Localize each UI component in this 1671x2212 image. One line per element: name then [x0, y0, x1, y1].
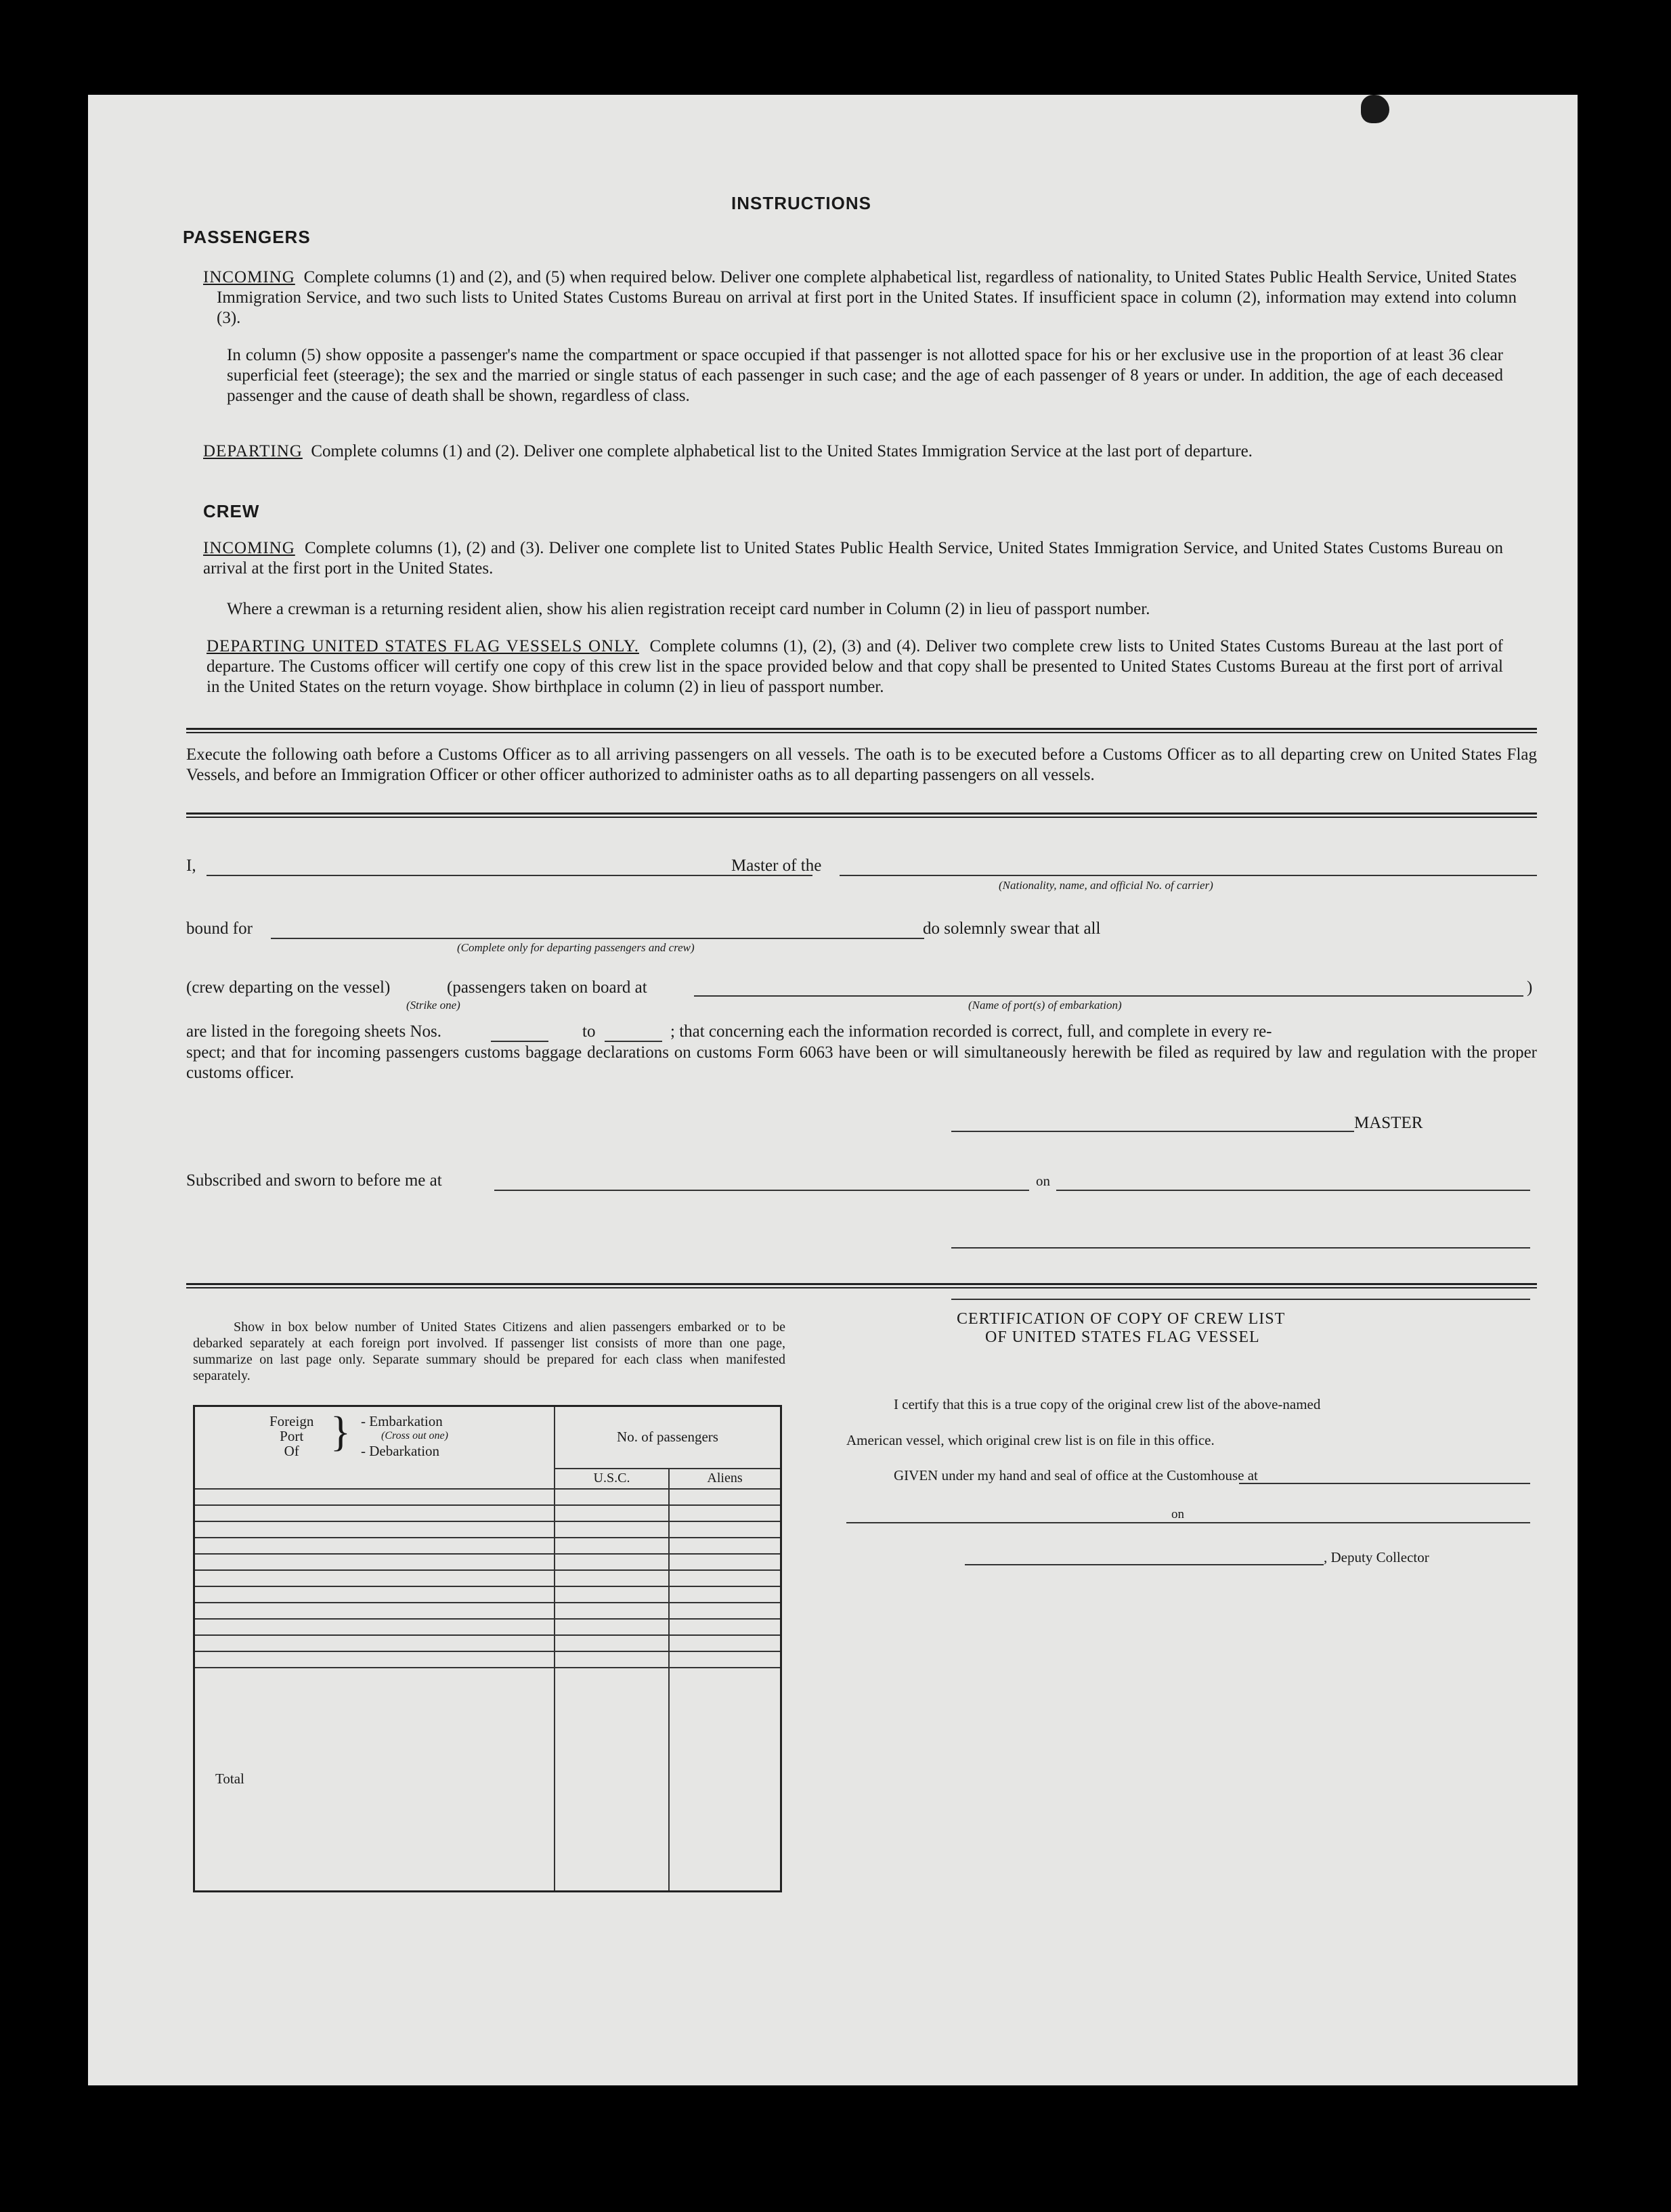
port-cell[interactable]: [194, 1619, 555, 1635]
passengers-incoming-paragraph: [203, 267, 1517, 328]
embarkation-port-field[interactable]: [694, 995, 1523, 997]
table-row: [194, 1505, 781, 1521]
port-cell[interactable]: [194, 1505, 555, 1521]
aliens-total-cell[interactable]: [669, 1668, 781, 1892]
certification-title-line2: OF UNITED STATES FLAG VESSEL: [985, 1328, 1260, 1346]
passengers-departing-label: DEPARTING: [203, 442, 303, 460]
passengers-heading: PASSENGERS: [183, 227, 311, 247]
master-signature-field[interactable]: [951, 1131, 1354, 1132]
usc-cell[interactable]: [555, 1489, 669, 1505]
oath-i-label: I,: [186, 856, 196, 875]
subscribed-on-label: on: [1036, 1173, 1050, 1189]
crew-incoming-label: INCOMING: [203, 539, 295, 557]
port-cell[interactable]: [194, 1570, 555, 1586]
divider-rule: [186, 812, 1537, 815]
foreign-word: Foreign: [269, 1413, 314, 1429]
aliens-cell[interactable]: [669, 1489, 781, 1505]
divider-rule: [186, 817, 1537, 818]
bound-for-field[interactable]: [271, 938, 924, 939]
column5-paragraph: In column (5) show opposite a passenger's name the compartment or space occupied if that passenger is not allotted space for his or her exclusive use in the proportion of at least 36 clear superficial feet (steerage); the sex and the married or single status of each passenger in such case; and the age of each passenger of 8 years or under. In addition, the age of each deceased passenger and the cause of death shall be shown, regardless of class.: [227, 346, 1503, 405]
listed-text-c: spect; and that for incoming passengers customs baggage declarations on customs Form 6063 have been or will simultaneously herewith be filed as required by law and regulation with the proper customs officer.: [186, 1043, 1537, 1082]
embark-debark-options: [361, 1414, 448, 1458]
master-name-field[interactable]: [207, 875, 812, 876]
usc-cell[interactable]: [555, 1619, 669, 1635]
aliens-cell[interactable]: [669, 1586, 781, 1603]
crew-heading: CREW: [203, 501, 260, 521]
port-cell[interactable]: [194, 1586, 555, 1603]
debarkation-option: - Debarkation: [361, 1443, 440, 1459]
usc-cell[interactable]: [555, 1635, 669, 1651]
usc-cell[interactable]: [555, 1554, 669, 1570]
aliens-header: Aliens: [669, 1469, 781, 1489]
table-row: [194, 1635, 781, 1651]
listed-text-a: are listed in the foregoing sheets Nos.: [186, 1022, 441, 1041]
passengers-taken-option: (passengers taken on board at: [447, 978, 647, 997]
deputy-collector-label: , Deputy Collector: [1324, 1549, 1429, 1565]
passengers-incoming-label: INCOMING: [203, 268, 295, 286]
total-row: [194, 1668, 781, 1892]
total-label: Total: [194, 1668, 555, 1892]
divider-rule: [186, 728, 1537, 730]
usc-cell[interactable]: [555, 1538, 669, 1554]
nationality-caption: (Nationality, name, and official No. of carrier): [999, 879, 1213, 892]
aliens-cell[interactable]: [669, 1538, 781, 1554]
port-cell[interactable]: [194, 1521, 555, 1538]
listed-to: to: [582, 1022, 596, 1041]
usc-cell[interactable]: [555, 1586, 669, 1603]
port-word: Port: [280, 1428, 304, 1444]
officer-title-field[interactable]: [951, 1299, 1530, 1300]
subscribed-label: Subscribed and sworn to before me at: [186, 1171, 442, 1190]
aliens-cell[interactable]: [669, 1570, 781, 1586]
port-cell[interactable]: [194, 1489, 555, 1505]
master-label: MASTER: [1354, 1114, 1423, 1132]
master-of-the-label: Master of the: [731, 856, 822, 875]
certify-text-a: I certify that this is a true copy of the original crew list of the above-named: [894, 1396, 1321, 1412]
cross-out-caption: (Cross out one): [381, 1430, 448, 1441]
cert-date-field[interactable]: [1188, 1522, 1530, 1523]
crew-departing-paragraph: [207, 636, 1503, 697]
strike-one-caption: (Strike one): [406, 999, 460, 1012]
certification-title-line1: CERTIFICATION OF COPY OF CREW LIST: [957, 1310, 1286, 1328]
customhouse-field-2[interactable]: [846, 1522, 1222, 1523]
table-row: [194, 1586, 781, 1603]
complete-only-caption: (Complete only for departing passengers and crew): [457, 941, 695, 954]
crew-departing-label: DEPARTING UNITED STATES FLAG VESSELS ONLY.: [207, 637, 639, 655]
divider-rule: [186, 1287, 1537, 1288]
port-cell[interactable]: [194, 1651, 555, 1668]
aliens-cell[interactable]: [669, 1554, 781, 1570]
oath-intro: Execute the following oath before a Customs Officer as to all arriving passengers on all vessels. The oath is to be executed before a Customs Officer as to all departing crew on United States Flag Vessels, and before an Immigration Officer or other officer authorized to administer oaths as to all departing passengers on all vessels.: [186, 745, 1537, 784]
usc-cell[interactable]: [555, 1521, 669, 1538]
table-row: [194, 1489, 781, 1505]
foreign-port-of-label: [269, 1414, 313, 1458]
ink-blot: [1361, 95, 1389, 123]
given-text: GIVEN under my hand and seal of office at the Customhouse at: [894, 1467, 1258, 1483]
usc-cell[interactable]: [555, 1505, 669, 1521]
port-cell[interactable]: [194, 1554, 555, 1570]
passenger-summary-table: [193, 1405, 782, 1892]
document-page: [88, 95, 1578, 2085]
passengers-incoming-text: Complete columns (1) and (2), and (5) when required below. Deliver one complete alphabetical list, regardless of nationality, to United States Public Health Service, United States Immigration Service, and two such lists to United States Customs Bureau on arrival at first port in the United States. If insufficient space in column (2), information may extend into column (3).: [217, 268, 1517, 327]
carrier-field[interactable]: [840, 875, 1537, 876]
brace-symbol: }: [330, 1409, 351, 1455]
port-cell[interactable]: [194, 1538, 555, 1554]
crew-departing-text: Complete columns (1), (2), (3) and (4). Deliver two complete crew lists to United States Customs Bureau at the last port of departure. The Customs officer will certify one copy of this crew list in the space provided below and that copy shall be presented to United States Customs Bureau at the first port of arrival in the United States on the return voyage. Show birthplace in column (2) in lieu of passport number.: [207, 637, 1503, 696]
sheet-to-field[interactable]: [605, 1041, 662, 1042]
table-row: [194, 1619, 781, 1635]
table-row: [194, 1651, 781, 1668]
divider-rule: [186, 732, 1537, 733]
embarkation-option: - Embarkation: [361, 1413, 443, 1429]
port-caption: (Name of port(s) of embarkation): [968, 999, 1122, 1012]
usc-cell[interactable]: [555, 1570, 669, 1586]
aliens-cell[interactable]: [669, 1651, 781, 1668]
subscribed-date-field[interactable]: [1056, 1190, 1530, 1191]
passengers-departing-paragraph: [203, 441, 1503, 462]
table-row: [194, 1521, 781, 1538]
usc-total-cell[interactable]: [555, 1668, 669, 1892]
usc-cell[interactable]: [555, 1603, 669, 1619]
port-header-cell: [194, 1406, 555, 1489]
certify-text-b: American vessel, which original crew list is on file in this office.: [846, 1432, 1215, 1448]
port-cell[interactable]: [194, 1635, 555, 1651]
table-row: [194, 1538, 781, 1554]
passengers-departing-text: Complete columns (1) and (2). Deliver one complete alphabetical list to the United States Immigration Service at the last port of departure.: [311, 442, 1253, 460]
page-title: INSTRUCTIONS: [731, 193, 871, 213]
aliens-cell[interactable]: [669, 1505, 781, 1521]
usc-cell[interactable]: [555, 1651, 669, 1668]
crew-incoming-text: Complete columns (1), (2) and (3). Deliver one complete list to United States Public Health Service, United States Immigration Service, and United States Customs Bureau on arrival at the first port in the United States.: [203, 539, 1503, 578]
subscribed-place-field[interactable]: [494, 1190, 1029, 1191]
aliens-cell[interactable]: [669, 1521, 781, 1538]
no-of-passengers-header: No. of passengers: [555, 1406, 781, 1469]
port-cell[interactable]: [194, 1603, 555, 1619]
aliens-cell[interactable]: [669, 1619, 781, 1635]
of-word: Of: [284, 1443, 299, 1459]
sheet-from-field[interactable]: [491, 1041, 548, 1042]
usc-header: U.S.C.: [555, 1469, 669, 1489]
aliens-cell[interactable]: [669, 1603, 781, 1619]
solemnly-swear-text: do solemnly swear that all: [923, 919, 1101, 938]
customhouse-field[interactable]: [1239, 1483, 1530, 1484]
summary-instructions: Show in box below number of United States Citizens and alien passengers embarked or to be debarked separately at each foreign port involved. If passenger list consists of more than one page, summarize on last page only. Separate summary should be prepared for each class when manifested separately.: [193, 1320, 785, 1383]
cert-on-label: on: [1171, 1507, 1184, 1521]
crew-incoming-paragraph: [203, 538, 1503, 579]
table-row: [194, 1603, 781, 1619]
bound-for-label: bound for: [186, 919, 253, 938]
table-row: [194, 1554, 781, 1570]
table-row: [194, 1570, 781, 1586]
close-paren: ): [1527, 978, 1533, 997]
aliens-cell[interactable]: [669, 1635, 781, 1651]
crew-departing-option: (crew departing on the vessel): [186, 978, 391, 997]
divider-rule: [186, 1283, 1537, 1285]
listed-text-b: ; that concerning each the information recorded is correct, full, and complete in every re-: [670, 1022, 1272, 1041]
crew-resident-paragraph: Where a crewman is a returning resident alien, show his alien registration receipt card number in Column (2) in lieu of passport number.: [227, 600, 1150, 618]
deputy-signature-field[interactable]: [965, 1564, 1324, 1565]
officer-signature-field[interactable]: [951, 1247, 1530, 1249]
